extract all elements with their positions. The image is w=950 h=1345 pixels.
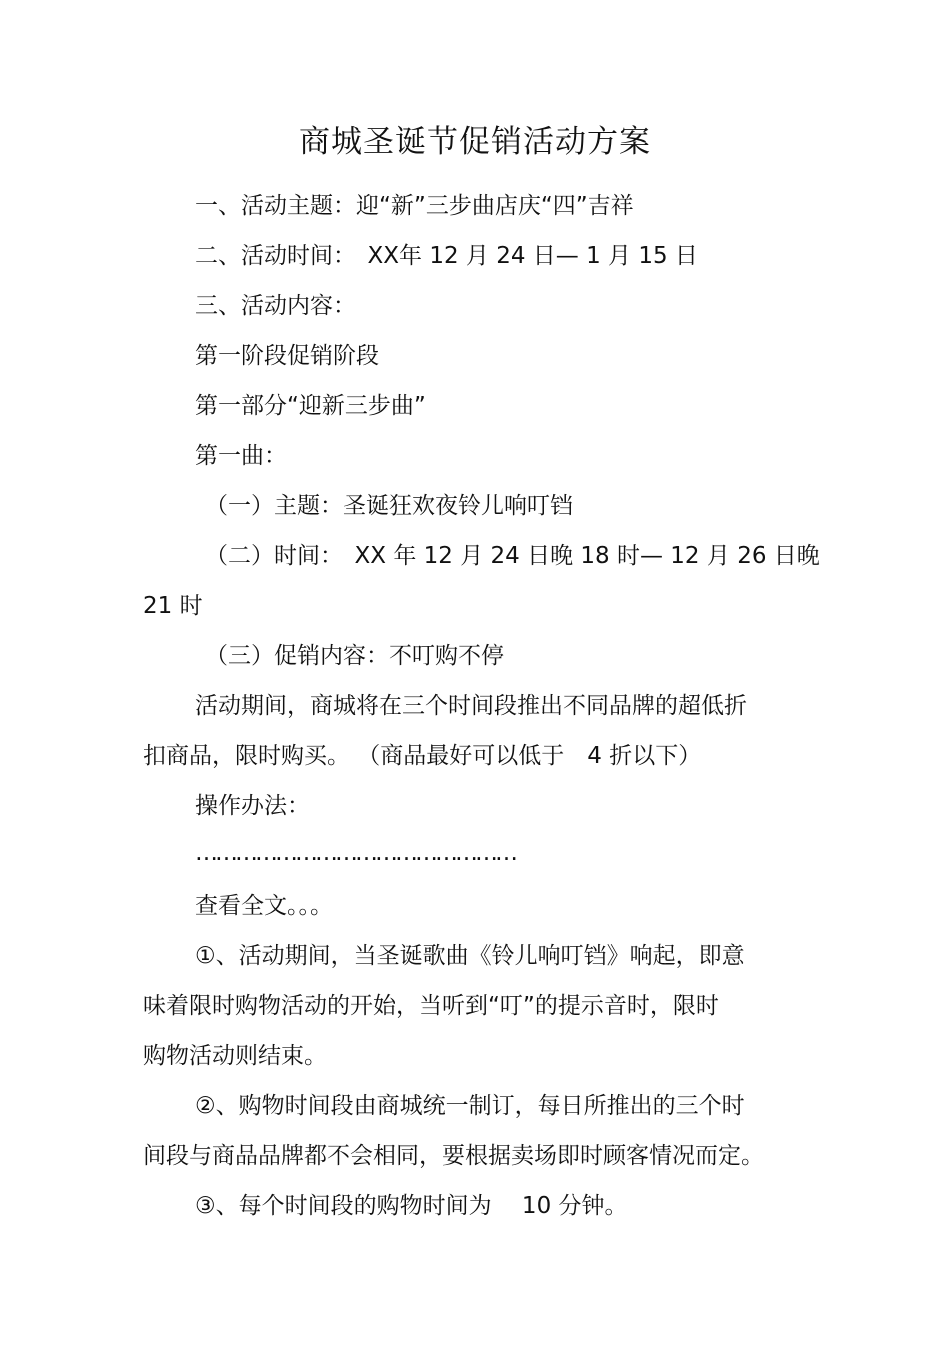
paragraph-theme: 一、活动主题：迎“新”三步曲店庆“四”吉祥 [195,193,634,219]
paragraph-rule-two: ②、购物时间段由商城统一制订，每日所推出的三个时 [195,1093,745,1119]
paragraph-rule-one-cont: 味着限时购物活动的开始，当听到“叮”的提示音时，限时 [143,993,719,1019]
view-full-text-link[interactable]: 查看全文。。。 [195,893,333,919]
document-title: 商城圣诞节促销活动方案 [299,124,651,160]
paragraph-rule-one-end: 购物活动则结束。 [143,1043,327,1069]
paragraph-ellipsis: ………………………………………… [195,840,515,866]
paragraph-rule-two-cont: 间段与商品品牌都不会相同，要根据卖场即时顾客情况而定。 [143,1143,764,1169]
paragraph-part-one: 第一部分“迎新三步曲” [195,393,426,419]
paragraph-content-heading: 三、活动内容： [195,293,356,319]
paragraph-period-cont: 扣商品，限时购买。 （商品最好可以低于 4 折以下） [143,743,702,769]
paragraph-rule-one: ①、活动期间，当圣诞歌曲《铃儿响叮铛》响起，即意 [195,943,745,969]
paragraph-rule-three: ③、每个时间段的购物时间为 10 分钟。 [195,1193,628,1219]
paragraph-item-time-cont: 21 时 [143,593,203,619]
paragraph-period: 活动期间，商城将在三个时间段推出不同品牌的超低折 [195,693,747,719]
paragraph-item-promo: （三）促销内容：不叮购不停 [205,643,504,669]
paragraph-item-theme: （一）主题：圣诞狂欢夜铃儿响叮铛 [205,493,573,519]
paragraph-item-time: （二）时间： XX 年 12 月 24 日晚 18 时— 12 月 26 日晚 [205,543,820,569]
paragraph-time: 二、活动时间： XX年 12 月 24 日— 1 月 15 日 [195,243,698,269]
paragraph-song-one: 第一曲： [195,443,287,469]
paragraph-stage-one: 第一阶段促销阶段 [195,343,379,369]
paragraph-method-heading: 操作办法： [195,793,310,819]
